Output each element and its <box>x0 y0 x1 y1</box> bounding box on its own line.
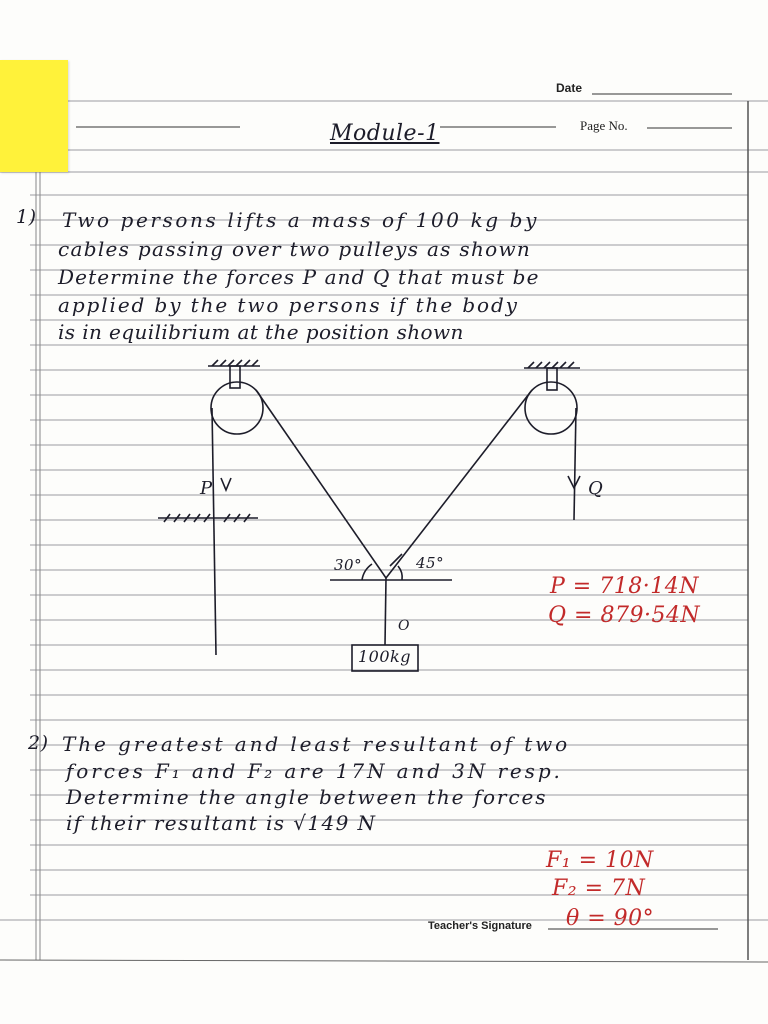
diagram-mass-label: 100kg <box>358 647 411 666</box>
diagram-label-o: O <box>398 618 410 634</box>
problem2-line-4: if their resultant is √149 N <box>66 811 377 835</box>
page-title: Module-1 <box>330 121 440 146</box>
problem2-answer-f2: F₂ = 7N <box>552 876 646 901</box>
left-ceiling-hatch <box>208 360 260 366</box>
diagram-angle-left: 30° <box>334 556 363 574</box>
problem1-line-4: applied by the two persons if the body <box>58 293 519 317</box>
problem2-number: 2) <box>28 732 49 754</box>
problem1-number: 1) <box>16 206 37 228</box>
right-ceiling-hatch <box>524 362 580 368</box>
problem2-line-3: Determine the angle between the forces <box>66 785 548 809</box>
problem1-line-2: cables passing over two pulleys as shown <box>58 237 532 261</box>
problem2-answer-theta: θ = 90° <box>566 906 655 931</box>
problem1-line-3: Determine the forces P and Q that must be <box>58 265 540 289</box>
problem2-line-2: forces F₁ and F₂ are 17N and 3N resp. <box>66 759 563 783</box>
diagram-label-p: P <box>200 478 213 499</box>
problem2-line-1: The greatest and least resultant of two <box>62 732 571 756</box>
sticky-note <box>0 60 68 172</box>
date-label: Date <box>556 81 583 95</box>
page-number-label: Page No. <box>580 118 628 133</box>
problem1-answer-p: P = 718·14N <box>550 574 699 599</box>
problem1-line-5: is in equilibrium at the position shown <box>58 320 464 344</box>
problem1-line-1: Two persons lifts a mass of 100 kg by <box>62 208 539 232</box>
diagram-angle-right: 45° <box>416 554 445 572</box>
problem2-answer-f1: F₁ = 10N <box>546 848 654 873</box>
diagram-label-q: Q <box>588 478 604 499</box>
teacher-signature-label: Teacher's Signature <box>428 920 532 932</box>
problem1-answer-q: Q = 879·54N <box>548 603 701 628</box>
